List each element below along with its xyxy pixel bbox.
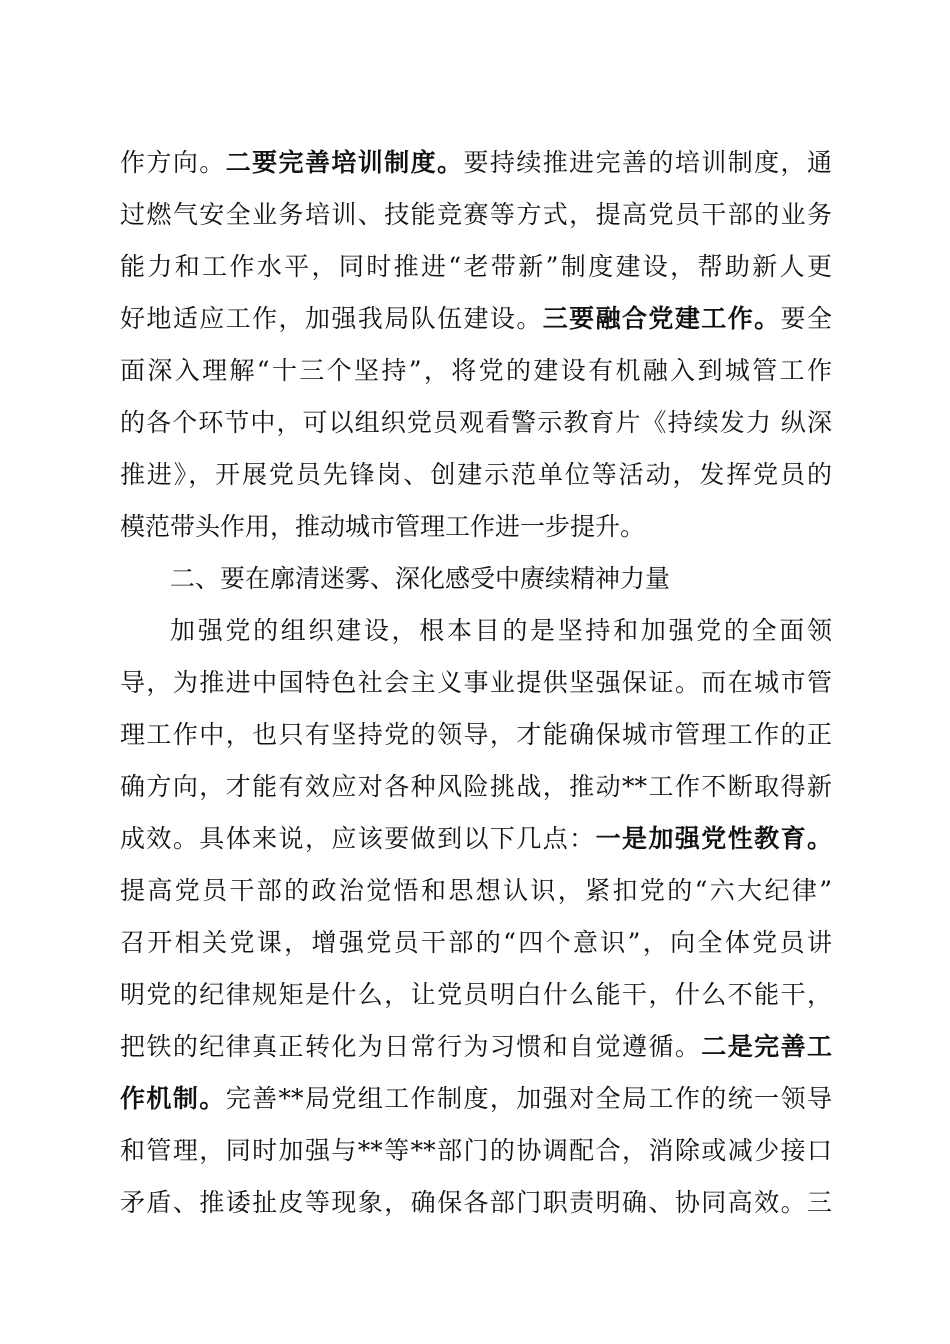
text-line: 导，为推进中国特色社会主义事业提供坚强保证。而在城市管 [120, 668, 832, 697]
section-heading: 二、要在廓清迷雾、深化感受中赓续精神力量 [170, 564, 671, 593]
bold-phrase: 一是加强党性教育。 [595, 824, 832, 853]
text-line: 过燃气安全业务培训、技能竞赛等方式，提高党员干部的业务 [120, 200, 832, 229]
text-line: 加强党的组织建设，根本目的是坚持和加强党的全面领 [170, 616, 832, 645]
text-line: 能力和工作水平，同时推进“老带新”制度建设，帮助新人更 [120, 252, 832, 281]
text-line: 召开相关党课，增强党员干部的“四个意识”，向全体党员讲 [120, 928, 832, 957]
text-line: 提高党员干部的政治觉悟和思想认识，紧扣党的“六大纪律” [120, 876, 832, 905]
text-line: 推进》，开展党员先锋岗、创建示范单位等活动，发挥党员的 [120, 460, 832, 489]
text-line: 面深入理解“十三个坚持”，将党的建设有机融入到城管工作 [120, 356, 832, 385]
text-line: 明党的纪律规矩是什么，让党员明白什么能干，什么不能干， [120, 980, 832, 1009]
text-run: 要全 [780, 304, 832, 333]
text-run: 完善**局党组工作制度，加强对全局工作的统一领导 [225, 1084, 832, 1113]
text-line: 和管理，同时加强与**等**部门的协调配合，消除或减少接口 [120, 1136, 832, 1165]
text-line [120, 1020, 832, 1074]
text-run: 好地适应工作，加强我局队伍建设。 [120, 304, 543, 333]
bold-phrase: 二要完善培训制度。 [225, 148, 464, 177]
text-line [120, 1072, 832, 1126]
text-line [120, 812, 832, 866]
bold-phrase: 二是完善工 [701, 1032, 832, 1061]
text-line: 模范带头作用，推动城市管理工作进一步提升。 [120, 512, 646, 541]
text-line [120, 292, 832, 346]
text-line: 理工作中，也只有坚持党的领导，才能确保城市管理工作的正 [120, 720, 832, 749]
text-line: 的各个环节中，可以组织党员观看警示教育片《持续发力 纵深 [120, 408, 832, 437]
text-line: 矛盾、推诿扯皮等现象，确保各部门职责明确、协同高效。三 [120, 1188, 832, 1217]
text-run: 作方向。 [120, 148, 226, 177]
text-run: 要持续推进完善的培训制度，通 [463, 148, 832, 177]
text-line [120, 136, 832, 190]
bold-phrase: 三要融合党建工作。 [542, 304, 781, 333]
text-run: 把铁的纪律真正转化为日常行为习惯和自觉遵循。 [120, 1032, 702, 1061]
text-line: 确方向，才能有效应对各种风险挑战，推动**工作不断取得新 [120, 772, 832, 801]
bold-phrase: 作机制。 [120, 1084, 226, 1113]
text-run: 成效。具体来说，应该要做到以下几点： [120, 824, 596, 853]
